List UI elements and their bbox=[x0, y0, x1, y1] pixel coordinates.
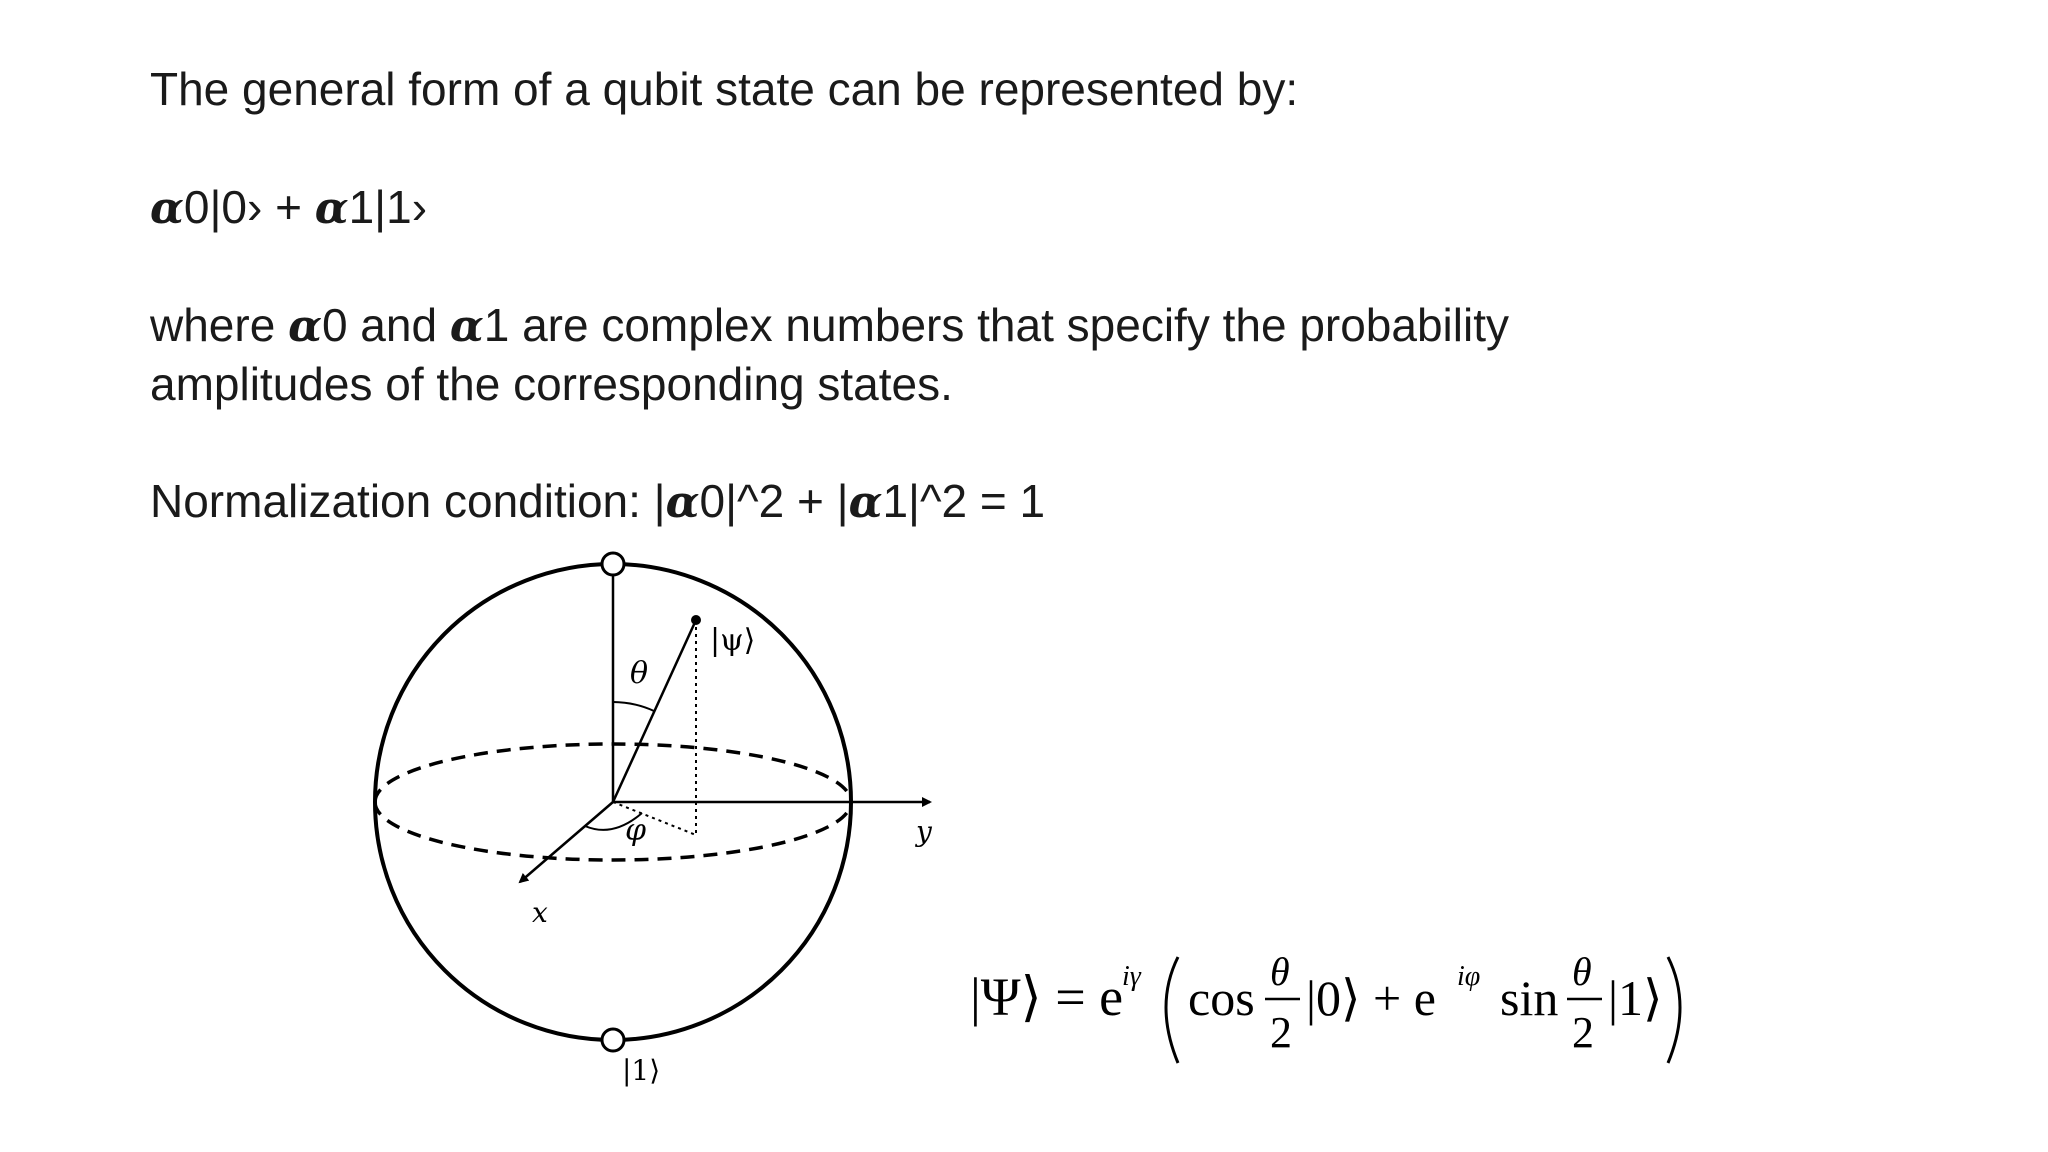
theta-arc bbox=[613, 702, 654, 711]
state-part-0: 0|0› + bbox=[183, 181, 315, 233]
phi-exponent: iφ bbox=[1457, 961, 1481, 992]
description-line-2: amplitudes of the corresponding states. bbox=[150, 358, 953, 410]
bloch-state-formula bbox=[960, 935, 1690, 1075]
top-pole bbox=[602, 553, 624, 575]
theta-numerator-2: θ bbox=[1572, 949, 1592, 994]
bottom-pole bbox=[602, 1029, 624, 1051]
description-mid-2: 1 are complex numbers that specify the probability bbox=[483, 299, 1509, 351]
right-paren bbox=[1668, 957, 1680, 1063]
y-axis-label: y bbox=[916, 815, 932, 848]
alpha-symbol: α bbox=[449, 301, 484, 352]
intro-text: The general form of a qubit state can be represented by: bbox=[150, 63, 1299, 115]
ket0-term: |0⟩ + e bbox=[1306, 970, 1436, 1026]
normalization-mid: 0|^2 + | bbox=[699, 475, 849, 527]
denominator-1: 2 bbox=[1270, 1008, 1292, 1057]
formula-lhs: |Ψ⟩ = e bbox=[970, 967, 1124, 1027]
theta-label: θ bbox=[630, 656, 649, 691]
normalization-prefix: Normalization condition: | bbox=[150, 475, 666, 527]
state-part-1: 1|1› bbox=[348, 181, 428, 233]
x-axis-label: x bbox=[532, 896, 548, 929]
sin-text: sin bbox=[1500, 970, 1559, 1026]
x-axis bbox=[520, 802, 613, 882]
description-line-1 bbox=[150, 296, 1509, 356]
description-mid-1: 0 and bbox=[321, 299, 450, 351]
bottom-pole-label: |1⟩ bbox=[622, 1054, 661, 1087]
state-expression bbox=[150, 178, 427, 238]
alpha-symbol: α bbox=[288, 301, 322, 352]
normalization-suffix: 1|^2 = 1 bbox=[882, 475, 1046, 527]
bloch-sphere-diagram bbox=[340, 540, 980, 1090]
denominator-2: 2 bbox=[1572, 1008, 1594, 1057]
gamma-exponent: iγ bbox=[1122, 961, 1141, 992]
alpha-symbol: α bbox=[314, 183, 349, 234]
alpha-symbol: α bbox=[848, 477, 883, 528]
state-vector bbox=[613, 620, 696, 802]
left-paren bbox=[1166, 957, 1178, 1063]
phi-label: φ bbox=[625, 813, 647, 848]
description-prefix: where bbox=[150, 299, 289, 351]
normalization-condition bbox=[150, 472, 1045, 532]
theta-numerator-1: θ bbox=[1270, 949, 1290, 994]
alpha-symbol: α bbox=[665, 477, 700, 528]
psi-label: |ψ⟩ bbox=[710, 623, 756, 658]
ket1-term: |1⟩ bbox=[1608, 970, 1663, 1026]
alpha-symbol: α bbox=[150, 183, 184, 234]
equator-front bbox=[375, 802, 851, 860]
cos-text: cos bbox=[1188, 970, 1255, 1026]
